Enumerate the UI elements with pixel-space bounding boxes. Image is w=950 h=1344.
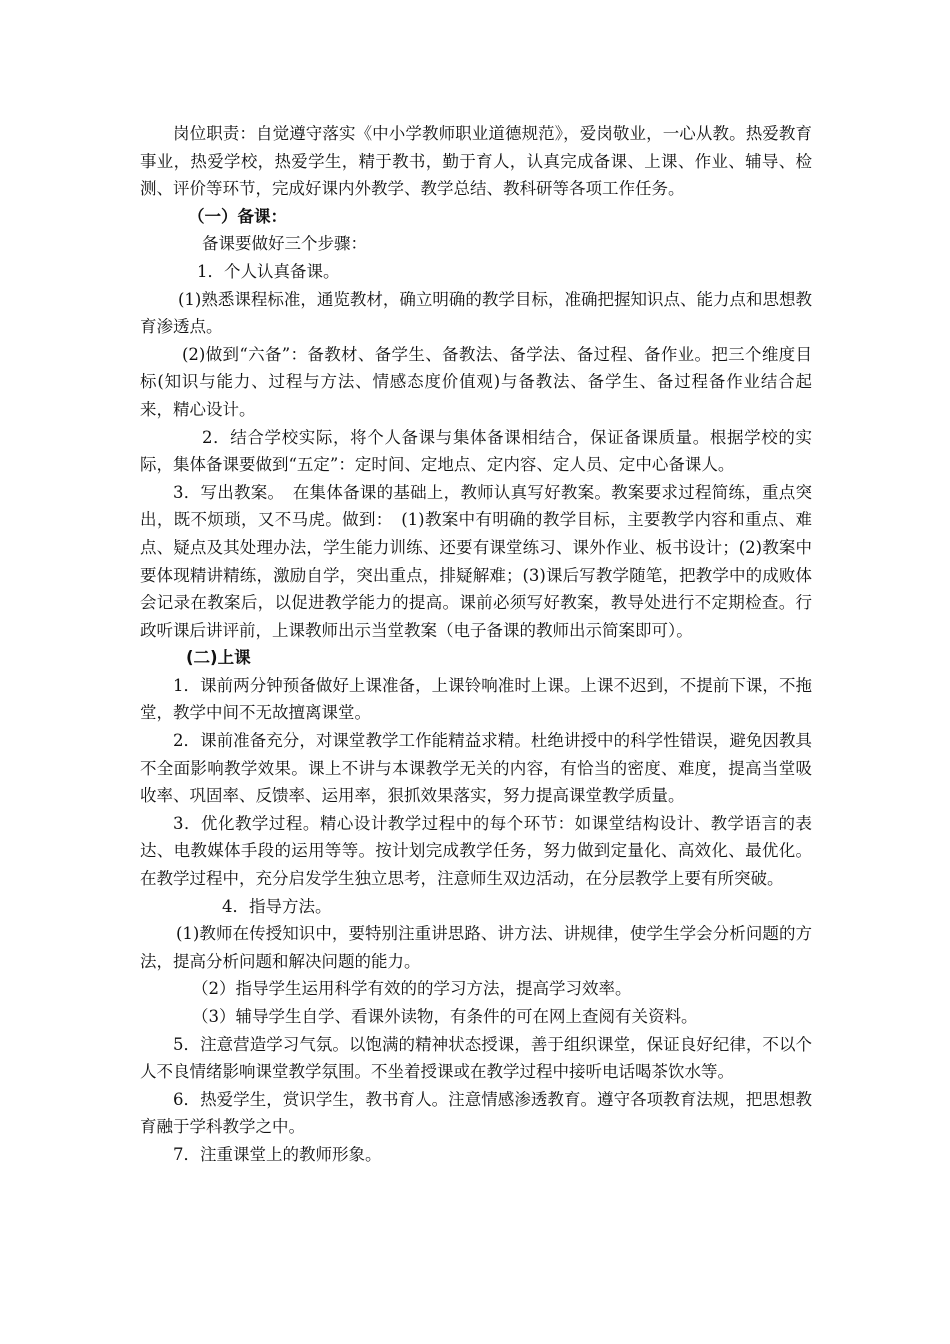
teaching-item-4-point-3: （3）辅导学生自学、看课外读物，有条件的可在网上查阅有关资料。 xyxy=(192,1007,698,1026)
teaching-item-4-point-1: (1)教师在传授知识中，要特别注重讲思路、讲方法、讲规律，使学生学会分析问题的方法，提高分析问题和解决问题的能力。 xyxy=(140,924,812,971)
teaching-item-4: 4．指导方法。 xyxy=(222,896,332,916)
teaching-item-5: 5．注意营造学习气氛。以饱满的精神状态授课，善于组织课堂，保证良好纪律，不以个人不良情绪影响课堂教学氛围。不坐着授课或在教学过程中接听电话喝茶饮水等。 xyxy=(140,1034,812,1082)
teaching-item-1: 1．课前两分钟预备做好上课准备，上课铃响准时上课。上课不迟到，不提前下课，不拖堂，教学中间不无故擅离课堂。 xyxy=(140,675,812,723)
section-heading-teaching: (二)上课 xyxy=(186,648,251,668)
step-1-point-2: (2)做到“六备”：备教材、备学生、备教法、备学法、备过程、备作业。把三个维度目标(知识与能力、过程与方法、情感态度价值观)与备教法、备学生、备过程备作业结合起来，精心设计。 xyxy=(140,344,812,419)
teaching-item-3: 3．优化教学过程。精心设计教学过程中的每个环节：如课堂结构设计、教学语言的表达、电教媒体手段的运用等等。按计划完成教学任务，努力做到定量化、高效化、最优化。在教学过程中，充分启发学生独立思考，注意师生双边活动，在分层教学上要有所突破。 xyxy=(140,813,812,889)
document-page xyxy=(140,120,812,1169)
teaching-item-7: 7．注重课堂上的教师形象。 xyxy=(173,1144,382,1164)
teaching-item-4-point-2: （2）指导学生运用科学有效的的学习方法，提高学习效率。 xyxy=(192,979,632,999)
teaching-item-6: 6．热爱学生，赏识学生，教书育人。注意情感渗透教育。遵守各项教育法规，把思想教育融于学科教学之中。 xyxy=(140,1089,812,1137)
step-1-point-1: (1)熟悉课程标准，通览教材，确立明确的教学目标，准确把握知识点、能力点和思想教育渗透点。 xyxy=(140,289,812,337)
section-heading-lesson-prep: （一）备课： xyxy=(188,206,287,226)
intro-paragraph: 岗位职责：自觉遵守落实《中小学教师职业道德规范》，爱岗敬业，一心从教。热爱教育事业，热爱学校，热爱学生，精于教书，勤于育人，认真完成备课、上课、作业、辅导、检测、评价等环节，完成好课内外教学、教学总结、教科研等各项工作任务。 xyxy=(140,124,812,199)
teaching-item-2: 2．课前准备充分，对课堂教学工作能精益求精。杜绝讲授中的科学性错误，避免因教具不全面影响教学效果。课上不讲与本课教学无关的内容，有恰当的密度、难度，提高当堂吸收率、巩固率、反馈率、运用率，狠抓效果落实，努力提高课堂教学质量。 xyxy=(140,731,812,806)
step-3: 3．写出教案。 在集体备课的基础上，教师认真写好教案。教案要求过程简练，重点突出，既不烦琐，又不马虎。做到： (1)教案中有明确的教学目标，主要教学内容和重点、难点、疑点及其处理办法，学生能力训练、还要有课堂练习、课外作业、板书设计；(2)教案中要体现精讲精练，激励自学，突出重点，排疑解难；(3)课后写教学随笔，把教学中的成败体会记录在教案后，以促进教学能力的提高。课前必须写好教案，教导处进行不定期检查。行政听课后讲评前，上课教师出示当堂教案（电子备课的教师出示简案即可）。 xyxy=(140,482,812,640)
step-2: 2．结合学校实际，将个人备课与集体备课相结合，保证备课质量。根据学校的实际，集体备课要做到“五定”：定时间、定地点、定内容、定人员、定中心备课人。 xyxy=(140,427,812,475)
step-1: 1．个人认真备课。 xyxy=(197,261,340,281)
steps-intro: 备课要做好三个步骤： xyxy=(202,234,367,254)
